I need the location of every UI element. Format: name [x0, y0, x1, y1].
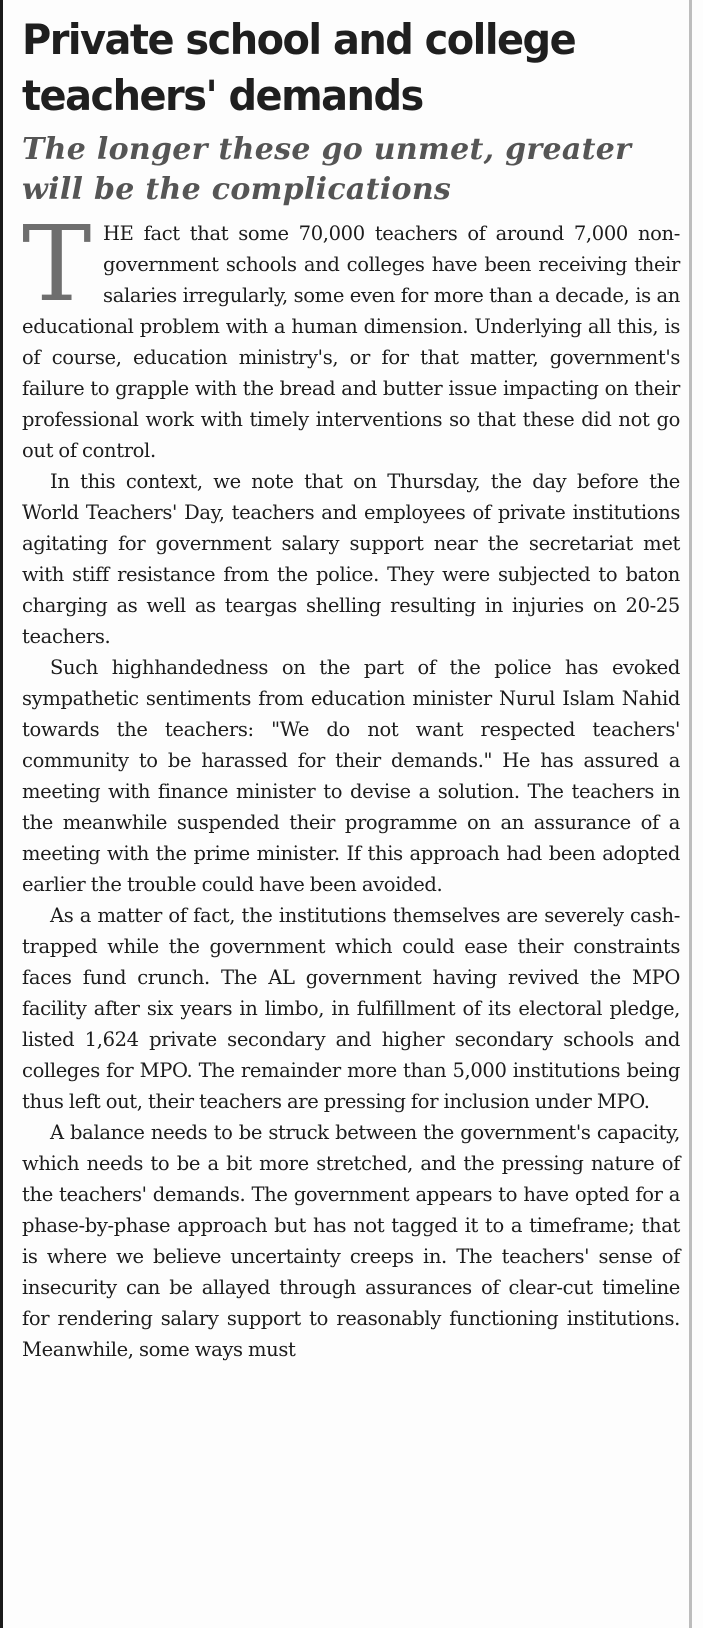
paragraph-4: As a matter of fact, the institutions themselves are severely cash-trapped while the government which could ease their constraints faces fund crunch. The AL government having revived the MPO facility after six years in limbo, in fulfillment of its electoral pledge, listed 1,624 private secondary and higher secondary schools and colleges for MPO. The remainder more than 5,000 institutions being thus left out, their teachers are pressing for inclusion under MPO.: [22, 904, 680, 1113]
right-column-rule: [689, 0, 692, 1628]
paragraph-1-text: HE fact that some 70,000 teachers of around 7,000 non-government schools and colleges have been receiving their salaries irregularly, some even for more than a decade, is an educational problem with a human dimension. Underlying all this, is of course, education ministry's, or for that matter, government's failure to grapple with the bread and butter issue impacting on their professional work with timely interventions so that these did not go out of control.: [22, 222, 680, 462]
drop-cap: T: [22, 203, 92, 325]
paragraph-2: In this context, we note that on Thursday, the day before the World Teachers' Day, teachers and employees of private institutions agitating for government salary support near the secretariat met with stiff resistance from the police. They were subjected to baton charging as well as teargas shelling resulting in injuries on 20-25 teachers.: [22, 470, 680, 648]
article-body: [22, 203, 680, 1365]
paragraph-3: Such highhandedness on the part of the police has evoked sympathetic sentiments from education minister Nurul Islam Nahid towards the teachers: "We do not want respected teachers' community to be harassed for their demands." He has assured a meeting with finance minister to devise a solution. The teachers in the meanwhile suspended their programme on an assurance of a meeting with the prime minister. If this approach had been adopted earlier the trouble could have been avoided.: [22, 656, 680, 896]
left-column-rule: [0, 0, 3, 1628]
paragraph-1: [22, 203, 680, 466]
headline: Private school and college teachers' demands: [22, 15, 576, 120]
editorial-column: [22, 12, 680, 1365]
subheadline: The longer these go unmet, greater will be the complications: [22, 132, 632, 207]
paragraph-5: A balance needs to be struck between the government's capacity, which needs to be a bit more stretched, and the pressing nature of the teachers' demands. The government appears to have opted for a phase-by-phase approach but has not tagged it to a timeframe; that is where we believe uncertainty creeps in. The teachers' sense of insecurity can be allayed through assurances of clear-cut timeline for rendering salary support to reasonably functioning institutions. Meanwhile, some ways must: [22, 1121, 680, 1361]
